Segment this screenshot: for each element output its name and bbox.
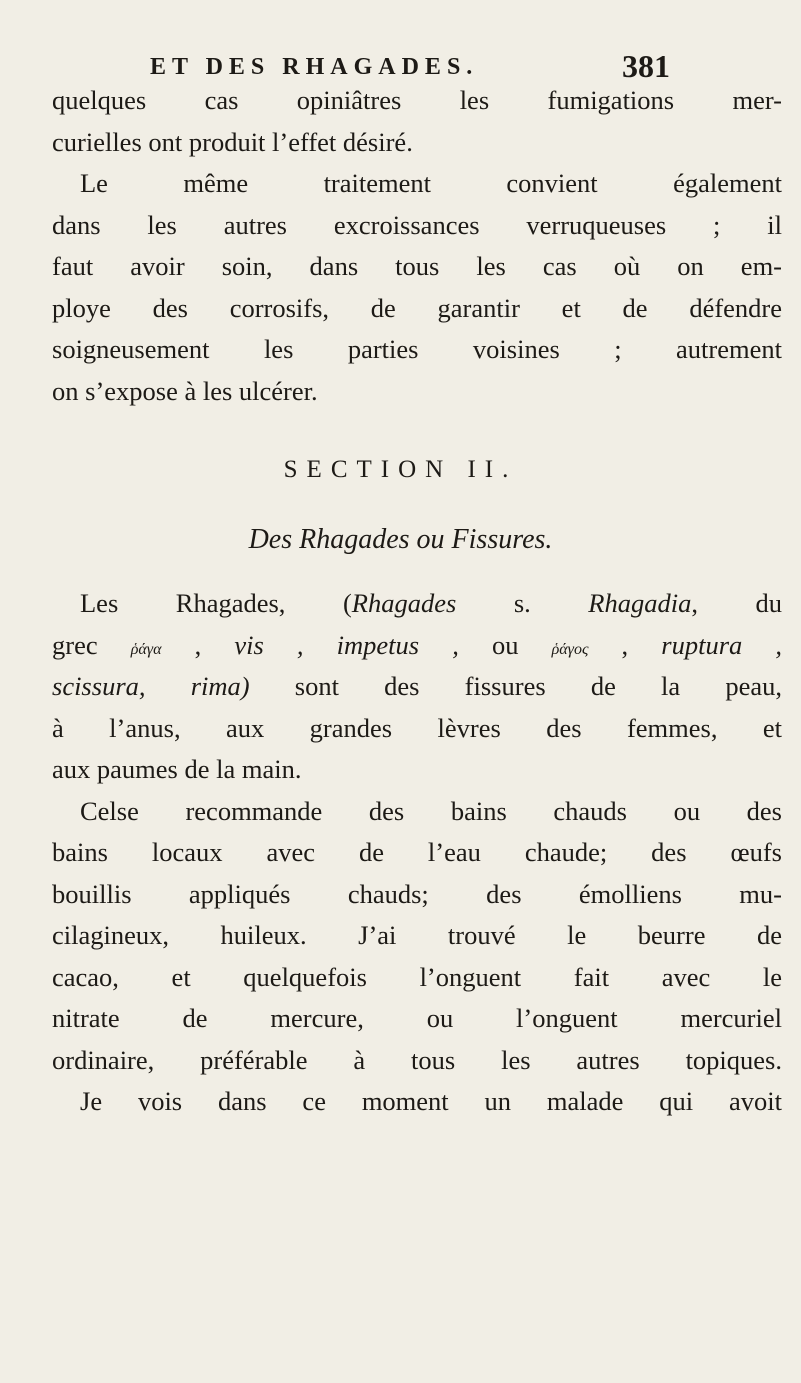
paragraph-4-line-7: ordinaire, préférable à tous les autres topiques.: [52, 1044, 782, 1075]
p3-latin-term: vis , impetus ,: [234, 629, 459, 660]
p3-text: , du: [691, 588, 782, 618]
p3-latin-term: Rhagadia: [588, 588, 692, 618]
p3-latin-term: Rhagades: [351, 588, 457, 618]
paragraph-3-line-3: [52, 666, 782, 708]
paragraph-1-line-2: curielles ont produit l’effet désiré.: [52, 126, 413, 157]
paragraph-2-line-4: ploye des corrosifs, de garantir et de défendre: [52, 292, 782, 323]
p3-latin-term: scissura, rima): [52, 671, 250, 701]
p3-latin-term: ruptura ,: [661, 629, 783, 660]
paragraph-4-line-4: cilagineux, huileux. J’ai trouvé le beurre de: [52, 920, 782, 950]
p3-text: sont des fissures de la peau,: [249, 671, 783, 701]
paragraph-2-line-2: dans les autres excroissances verruqueuses ; il: [52, 209, 782, 240]
p3-greek-term: ῥάγα: [130, 640, 162, 658]
paragraph-3-line-5: aux paumes de la main.: [52, 754, 302, 784]
p3-text: ,: [588, 629, 662, 660]
paragraph-2-line-5: soigneusement les parties voisines ; autrement: [52, 334, 782, 364]
section-subtitle: Des Rhagades ou Fissures.: [248, 524, 553, 555]
paragraph-4-line-1: Celse recommande des bains chauds ou des: [80, 795, 782, 826]
paragraph-2-line-1: Le même traitement convient également: [80, 168, 782, 198]
paragraph-4-line-2: bains locaux avec de l’eau chaude; des œufs: [52, 837, 782, 867]
p3-text: ,: [161, 629, 235, 660]
p3-text: grec: [52, 629, 131, 660]
running-head-title: ET DES RHAGADES.: [150, 54, 479, 80]
section-heading: SECTION II.: [283, 456, 518, 483]
text-block-bottom: [52, 583, 782, 1123]
paragraph-4-line-6: nitrate de mercure, ou l’onguent mercuriel: [52, 1003, 782, 1033]
paragraph-4-line-8: Je vois dans ce moment un malade qui avoit: [80, 1086, 782, 1116]
paragraph-3-line-1: [52, 583, 782, 625]
page-number: 381: [622, 48, 670, 84]
p3-text: ou: [458, 629, 552, 660]
paragraph-4-line-5: cacao, et quelquefois l’onguent fait avec le: [52, 961, 782, 992]
paragraph-3-line-2: [52, 625, 782, 667]
paragraph-3-line-4: à l’anus, aux grandes lèvres des femmes, et: [52, 712, 782, 743]
paragraph-2-line-6: on s’expose à les ulcérer.: [52, 375, 318, 406]
paragraph-1-line-1: quelques cas opiniâtres les fumigations mer-: [52, 85, 782, 115]
text-block-top: [52, 80, 782, 412]
paragraph-4-line-3: bouillis appliqués chauds; des émolliens mu-: [52, 878, 782, 909]
p3-text: s.: [456, 588, 589, 618]
p3-text: Les Rhagades, (: [80, 588, 352, 618]
p3-greek-term: ῥάγος: [551, 640, 589, 658]
paragraph-2-line-3: faut avoir soin, dans tous les cas où on em-: [52, 251, 782, 281]
